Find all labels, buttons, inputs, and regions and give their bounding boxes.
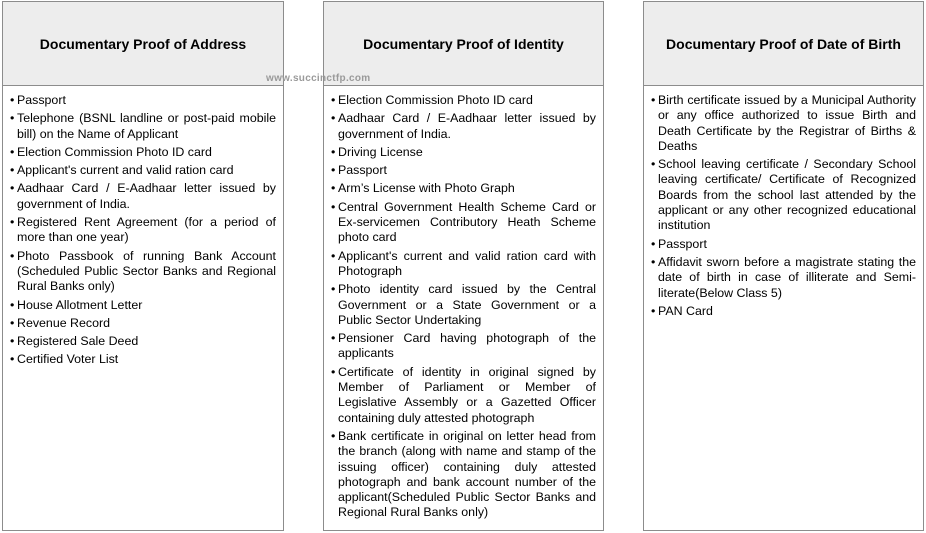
watermark-text: www.succinctfp.com <box>266 73 371 84</box>
list-item: • Arm’s License with Photo Graph <box>331 181 515 196</box>
bullet-icon: • <box>10 111 15 126</box>
bullet-icon: • <box>10 144 15 159</box>
identity-proof-list <box>324 86 603 521</box>
bullet-icon: • <box>10 315 15 330</box>
bullet-icon: • <box>331 163 336 178</box>
bullet-icon: • <box>651 93 656 107</box>
identity-proof-title: Documentary Proof of Identity <box>363 35 564 52</box>
list-item: • Telephone (BSNL landline or post-paid mobile bill) on the Name of Applicant <box>10 111 276 141</box>
list-item: • Aadhaar Card / E-Aadhaar letter issued by government of India. <box>10 181 276 211</box>
bullet-icon: • <box>331 111 336 126</box>
bullet-icon: • <box>10 352 15 367</box>
bullet-icon: • <box>331 331 336 346</box>
list-item: • Photo Passbook of running Bank Account (Scheduled Public Sector Banks and Regional Rural Banks only) <box>10 248 276 294</box>
address-proof-column <box>2 1 284 531</box>
bullet-icon: • <box>10 163 15 178</box>
dob-proof-title: Documentary Proof of Date of Birth <box>666 35 901 52</box>
list-item: • Election Commission Photo ID card <box>331 93 533 107</box>
bullet-icon: • <box>651 254 656 269</box>
list-item: • Bank certificate in original on letter head from the branch (along with name and stamp of the issuing officer) containing duly attested photograph and bank account number of the applicant(Scheduled Public Sector Banks and Regional Rural Banks only) <box>331 428 596 520</box>
bullet-icon: • <box>331 93 336 107</box>
list-item: • Election Commission Photo ID card <box>10 144 212 159</box>
list-item: • Passport <box>10 93 66 107</box>
bullet-icon: • <box>10 215 15 230</box>
dob-proof-list <box>644 86 923 319</box>
list-item: • Central Government Health Scheme Card or Ex-servicemen Contributory Heath Scheme photo card <box>331 199 596 245</box>
bullet-icon: • <box>10 297 15 312</box>
bullet-icon: • <box>10 248 15 263</box>
list-item: • Aadhaar Card / E-Aadhaar letter issued by government of India. <box>331 111 596 141</box>
list-item: • Passport <box>651 236 707 251</box>
bullet-icon: • <box>651 157 656 172</box>
bullet-icon: • <box>331 181 336 196</box>
list-item: • Revenue Record <box>10 315 110 330</box>
bullet-icon: • <box>10 93 15 107</box>
list-item: • Applicant's current and valid ration card <box>10 163 234 178</box>
list-item: • School leaving certificate / Secondary School leaving certificate/ Certificate of Recognized Boards from the school last attended by the applicant or any other recognized educational institution <box>651 157 916 233</box>
list-item: • Passport <box>331 163 387 178</box>
list-item: • Birth certificate issued by a Municipal Authority or any office authorized to issue Birth and Death Certificate by the Registrar of Births & Deaths <box>651 93 916 153</box>
list-item: • PAN Card <box>651 303 713 318</box>
list-item: • Pensioner Card having photograph of the applicants <box>331 331 596 361</box>
list-item: • Registered Sale Deed <box>10 334 139 349</box>
address-proof-list <box>3 86 283 368</box>
list-item: • Certified Voter List <box>10 352 119 367</box>
list-item: • Photo identity card issued by the Central Government or a State Government or a Public Sector Undertaking <box>331 282 596 327</box>
dob-proof-column <box>643 1 924 531</box>
list-item: • Registered Rent Agreement (for a period of more than one year) <box>10 215 276 245</box>
address-proof-header <box>3 2 283 86</box>
list-item: • House Allotment Letter <box>10 297 143 312</box>
bullet-icon: • <box>331 364 336 379</box>
bullet-icon: • <box>331 282 336 297</box>
bullet-icon: • <box>10 334 15 349</box>
bullet-icon: • <box>331 144 336 159</box>
list-item: • Applicant's current and valid ration card with Photograph <box>331 248 596 278</box>
bullet-icon: • <box>10 181 15 196</box>
bullet-icon: • <box>331 248 336 263</box>
list-item: • Affidavit sworn before a magistrate stating the date of birth in case of illiterate and Semi-literate(Below Class 5) <box>651 254 916 300</box>
list-item: • Driving License <box>331 144 423 159</box>
bullet-icon: • <box>331 428 336 443</box>
bullet-icon: • <box>651 303 656 318</box>
bullet-icon: • <box>331 199 336 214</box>
address-proof-title: Documentary Proof of Address <box>39 35 247 52</box>
bullet-icon: • <box>651 236 656 251</box>
list-item: • Certificate of identity in original signed by Member of Parliament or Member of Legislative Assembly or a Gazetted Officer containing duly attested photograph <box>331 364 596 425</box>
dob-proof-header <box>644 2 923 86</box>
